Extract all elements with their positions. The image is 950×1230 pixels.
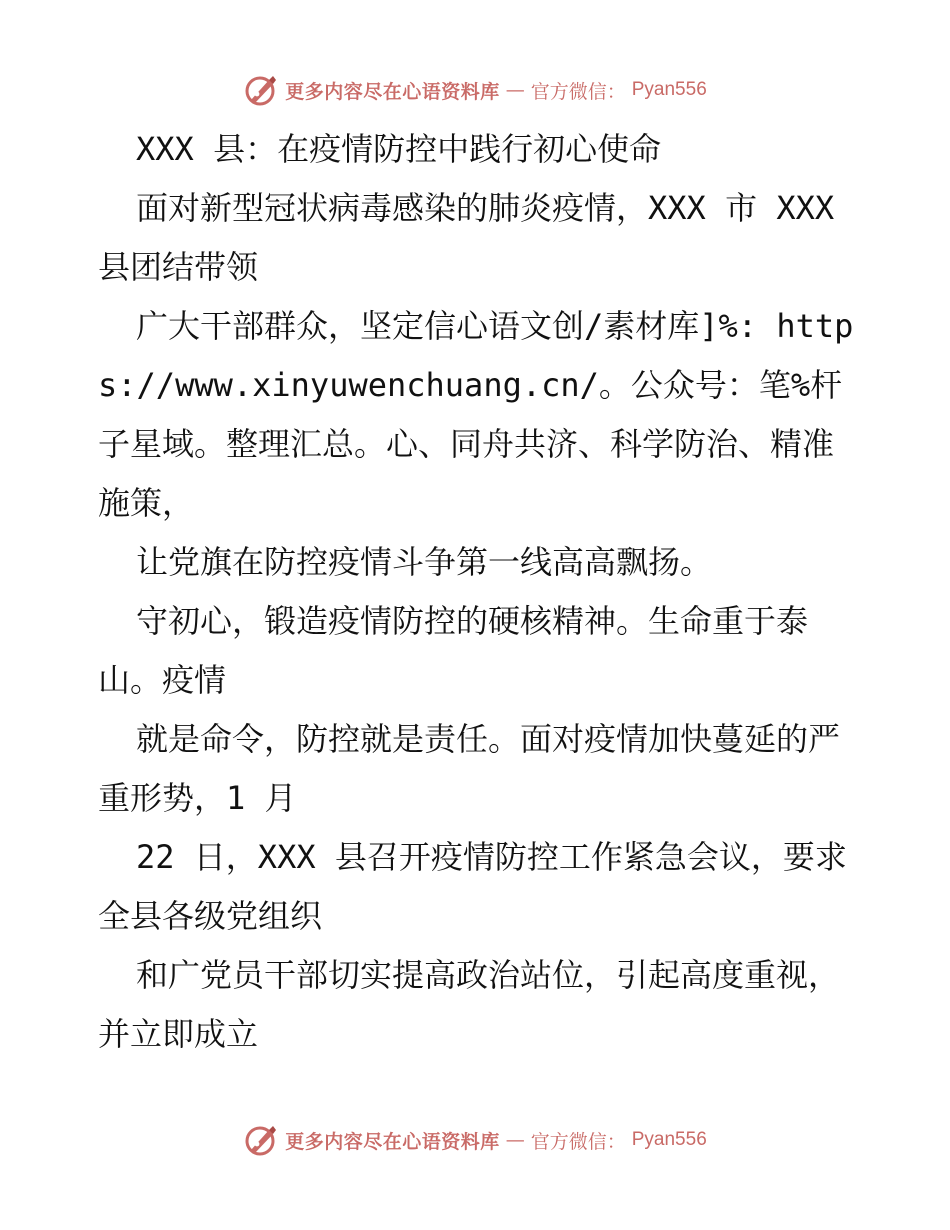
document-body [98, 120, 858, 1064]
paragraph-line: 就是命令，防控就是责任。面对疫情加快蔓延的严重形势，1 月 [98, 720, 841, 817]
watermark-site-text: 更多内容尽在心语资料库 [285, 80, 500, 103]
watermark-dash: — [505, 1129, 525, 1151]
watermark-wechat-label: 官方微信： [530, 80, 626, 103]
watermark-group [243, 1122, 707, 1158]
footer-watermark [0, 1120, 950, 1160]
watermark-dash: — [505, 79, 525, 101]
watermark-site-text: 更多内容尽在心语资料库 [285, 1130, 500, 1153]
pen-logo-icon [243, 1122, 279, 1158]
watermark-wechat-id: Pyan556 [631, 79, 707, 100]
watermark-wechat-id: Pyan556 [631, 1129, 707, 1150]
paragraph-line: 面对新型冠状病毒感染的肺炎疫情，XXX 市 XXX 县团结带领 [98, 189, 854, 286]
paragraph-line: 守初心，锻造疫情防控的硬核精神。生命重于泰山。疫情 [98, 602, 809, 699]
watermark-group [243, 72, 707, 108]
paragraph-line: 广大干部群众，坚定信心语文创/素材库]%: https://www.xinyuwenchuang.cn/。公众号：笔%杆子星域。整理汇总。心、同舟共济、科学防治、精准施策， [98, 307, 854, 522]
paragraph-line: 和广党员干部切实提高政治站位，引起高度重视，并立即成立 [98, 956, 841, 1053]
pen-logo-icon [243, 72, 279, 108]
watermark-wechat-label: 官方微信： [530, 1130, 626, 1153]
header-watermark [0, 70, 950, 110]
paragraph-line: 22 日，XXX 县召开疫情防控工作紧急会议，要求全县各级党组织 [98, 838, 847, 935]
document-title-line: XXX 县：在疫情防控中践行初心使命 [136, 130, 662, 168]
paragraph-line: 让党旗在防控疫情斗争第一线高高飘扬。 [136, 543, 713, 581]
